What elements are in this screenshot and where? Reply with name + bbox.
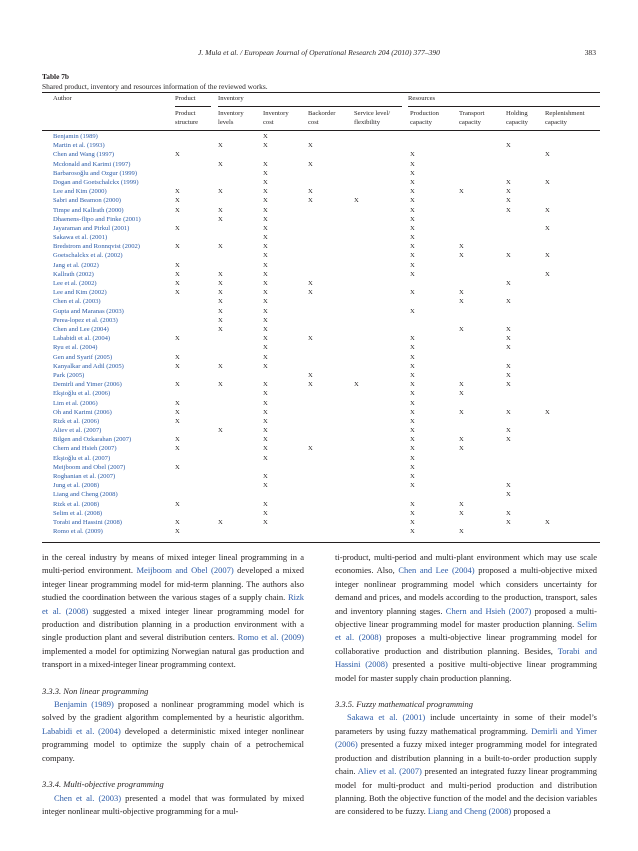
table-cell-mark: X	[410, 473, 415, 481]
table-cell-mark: X	[545, 252, 550, 260]
table-cell-mark: X	[175, 197, 180, 205]
table-cell-mark: X	[410, 178, 415, 186]
table-cell-mark: X	[175, 445, 180, 453]
author-reference-link[interactable]: Bredstrom and Ronnqvist (2002)	[53, 243, 140, 251]
author-reference-link[interactable]: Ekşioğlu et al. (2006)	[53, 390, 111, 398]
table-cell-mark: X	[459, 509, 464, 517]
table-cell-mark: X	[175, 289, 180, 297]
author-reference-link[interactable]: Martin et al. (1993)	[53, 142, 105, 150]
citation-link[interactable]: Chen and Lee (2004)	[398, 565, 475, 576]
table-cell-mark: X	[506, 325, 511, 333]
table-cell-mark: X	[506, 482, 511, 490]
table-cell-mark: X	[218, 518, 223, 526]
body-paragraph: in the cereal industry by means of mixed integer lineal programming in a multi-period environment. Meijboom and Obel (2007) developed a mixed integer linear programming model for mid-term planning. The authors also studied the coordination between the various stages of a supply chain. Rizk et al. (2008) suggested a mixed integer linear programming model for production and distribution planning in a production environment with a single production plant and several distribution centers. Romo et al. (2009) implemented a model for optimizing Norwegian natural gas production and transport in a mixed-integer linear programming context.	[42, 552, 305, 670]
author-reference-link[interactable]: Aliev et al. (2007)	[53, 427, 102, 435]
table-cell-mark: X	[545, 518, 550, 526]
table-cell-mark: X	[263, 206, 268, 214]
table-cell-mark: X	[263, 261, 268, 269]
table-cell-mark: X	[175, 463, 180, 471]
citation-link[interactable]: Romo et al. (2009)	[237, 632, 304, 643]
table-cell-mark: X	[410, 381, 415, 389]
section-heading: 3.3.4. Multi-objective programming	[42, 779, 164, 790]
table-cell-mark: X	[263, 307, 268, 315]
table-cell-mark: X	[175, 243, 180, 251]
table-cell-mark: X	[506, 371, 511, 379]
author-reference-link[interactable]: Kanyalkar and Adil (2005)	[53, 362, 124, 370]
table-cell-mark: X	[263, 224, 268, 232]
author-reference-link[interactable]: Rizk et al. (2006)	[53, 417, 100, 425]
page-number: 383	[584, 48, 596, 57]
table-cell-mark: X	[459, 408, 464, 416]
table-cell-mark: X	[506, 197, 511, 205]
author-reference-link[interactable]: Lee and Kim (2002)	[53, 289, 107, 297]
table-cell-mark: X	[175, 417, 180, 425]
author-reference-link[interactable]: Ryu et al. (2004)	[53, 344, 98, 352]
table-cell-mark: X	[263, 197, 268, 205]
table-cell-mark: X	[175, 362, 180, 370]
table-cell-mark: X	[308, 445, 313, 453]
author-reference-link[interactable]: Chen and Lee (2004)	[53, 325, 109, 333]
author-reference-link[interactable]: Jung et al. (2008)	[53, 482, 100, 490]
table-cell-mark: X	[263, 169, 268, 177]
table-cell-mark: X	[263, 500, 268, 508]
table-cell-mark: X	[263, 160, 268, 168]
table-cell-mark: X	[459, 500, 464, 508]
author-reference-link[interactable]: Dogan and Goetschalckx (1999)	[53, 178, 139, 186]
author-reference-link[interactable]: Gen and Syarif (2005)	[53, 353, 113, 361]
citation-link[interactable]: Rizk et al. (2008)	[42, 592, 304, 616]
table-cell-mark: X	[263, 417, 268, 425]
table-cell-mark: X	[410, 270, 415, 278]
table-cell-mark: X	[218, 381, 223, 389]
author-reference-link[interactable]: Goetschalckx et al. (2002)	[53, 252, 123, 260]
author-reference-link[interactable]: Romo et al. (2009)	[53, 528, 103, 536]
author-reference-link[interactable]: Torabi and Hassini (2008)	[53, 518, 122, 526]
header-inventory-group: Inventory	[218, 95, 244, 102]
table-cell-mark: X	[506, 280, 511, 288]
table-cell-mark: X	[175, 436, 180, 444]
table-cell-mark: X	[263, 436, 268, 444]
table-cell-mark: X	[545, 224, 550, 232]
table-cell-mark: X	[263, 215, 268, 223]
author-reference-link[interactable]: Perea-lopez et al. (2003)	[53, 316, 118, 324]
table-bottom-rule	[42, 542, 600, 543]
table-cell-mark: X	[263, 454, 268, 462]
table-cell-mark: X	[410, 215, 415, 223]
author-reference-link[interactable]: Chen et al. (2003)	[53, 298, 101, 306]
author-reference-link[interactable]: Jang et al. (2002)	[53, 261, 99, 269]
table-cell-mark: X	[263, 280, 268, 288]
table-cell-mark: X	[263, 518, 268, 526]
author-reference-link[interactable]: Liang and Cheng (2008)	[53, 491, 118, 499]
table-cell-mark: X	[410, 344, 415, 352]
table-cell-mark: X	[410, 399, 415, 407]
table-cell-mark: X	[545, 178, 550, 186]
table-cell-mark: X	[263, 178, 268, 186]
author-reference-link[interactable]: Oh and Karimi (2006)	[53, 408, 112, 416]
author-reference-link[interactable]: Sakawa et al. (2001)	[53, 234, 108, 242]
author-reference-link[interactable]: Rizk et al. (2008)	[53, 500, 100, 508]
table-cell-mark: X	[459, 528, 464, 536]
table-cell-mark: X	[410, 362, 415, 370]
table-cell-mark: X	[175, 408, 180, 416]
table-cell-mark: X	[263, 509, 268, 517]
table-cell-mark: X	[410, 197, 415, 205]
table-cell-mark: X	[218, 316, 223, 324]
column-header: Backorder cost	[308, 110, 336, 126]
author-reference-link[interactable]: Gupta and Maranas (2003)	[53, 307, 124, 315]
table-cell-mark: X	[308, 371, 313, 379]
table-cell-mark: X	[308, 197, 313, 205]
table-cell-mark: X	[506, 427, 511, 435]
table-cell-mark: X	[175, 261, 180, 269]
citation-link[interactable]: Selim et al. (2008)	[335, 619, 597, 643]
table-cell-mark: X	[410, 289, 415, 297]
author-reference-link[interactable]: Mcdonald and Karimi (1997)	[53, 160, 131, 168]
table-cell-mark: X	[263, 298, 268, 306]
table-cell-mark: X	[506, 178, 511, 186]
table-header-rule	[42, 130, 600, 131]
author-reference-link[interactable]: Meijboom and Obel (2007)	[53, 463, 126, 471]
table-cell-mark: X	[175, 353, 180, 361]
table-cell-mark: X	[506, 362, 511, 370]
author-reference-link[interactable]: Barbarosoğlu and Ozgur (1999)	[53, 169, 138, 177]
author-reference-link[interactable]: Benjamin (1989)	[53, 133, 98, 140]
table-cell-mark: X	[175, 224, 180, 232]
table-cell-mark: X	[218, 142, 223, 150]
table-cell-mark: X	[410, 188, 415, 196]
table-cell-mark: X	[175, 270, 180, 278]
table-cell-mark: X	[308, 335, 313, 343]
table-cell-mark: X	[459, 243, 464, 251]
column-header: Inventory levels	[218, 110, 244, 126]
author-reference-link[interactable]: Bilgen and Ozkarahan (2007)	[53, 436, 132, 444]
table-cell-mark: X	[218, 298, 223, 306]
table-cell-mark: X	[410, 234, 415, 242]
table-cell-mark: X	[410, 463, 415, 471]
table-cell-mark: X	[263, 188, 268, 196]
table-cell-mark: X	[263, 390, 268, 398]
author-reference-link[interactable]: Ekşioğlu et al. (2007)	[53, 454, 111, 462]
journal-citation: J. Mula et al. / European Journal of Operational Research 204 (2010) 377–390	[198, 48, 440, 57]
column-header: Replenishment capacity	[545, 110, 585, 126]
table-cell-mark: X	[175, 335, 180, 343]
table-cell-mark: X	[459, 390, 464, 398]
table-cell-mark: X	[506, 381, 511, 389]
column-header: Holding capacity	[506, 110, 528, 126]
header-author: Author	[53, 95, 72, 102]
author-reference-link[interactable]: Demirli and Yimer (2006)	[53, 381, 122, 389]
column-header: Transport capacity	[459, 110, 485, 126]
column-header: Inventory cost	[263, 110, 289, 126]
table-cell-mark: X	[175, 381, 180, 389]
table-cell-mark: X	[263, 325, 268, 333]
table-cell-mark: X	[410, 224, 415, 232]
table-cell-mark: X	[506, 509, 511, 517]
table-row	[42, 527, 600, 537]
table-cell-mark: X	[410, 500, 415, 508]
table-cell-mark: X	[410, 252, 415, 260]
table-cell-mark: X	[175, 399, 180, 407]
table-cell-mark: X	[410, 243, 415, 251]
table-cell-mark: X	[545, 151, 550, 159]
product-group-rule	[175, 106, 211, 107]
table-cell-mark: X	[218, 289, 223, 297]
table-cell-mark: X	[354, 197, 359, 205]
citation-link[interactable]: Aliev et al. (2007)	[357, 766, 422, 777]
table-cell-mark: X	[263, 344, 268, 352]
table-cell-mark: X	[459, 252, 464, 260]
table-cell-mark: X	[263, 473, 268, 481]
citation-link[interactable]: Liang and Cheng (2008)	[427, 806, 512, 817]
table-cell-mark: X	[218, 270, 223, 278]
section-heading: 3.3.3. Non linear programming	[42, 685, 149, 696]
citation-link[interactable]: Demirli and Yimer (2006)	[335, 725, 597, 750]
table-top-rule	[42, 92, 600, 93]
citation-link[interactable]: Sakawa et al. (2001)	[347, 712, 426, 723]
body-paragraph: ti-product, multi-period and multi-plant environment which may use scale economies. Also, Chen and Lee (2004) proposed a multi-objective mixed integer nonlinear programming model which considers uncertainty for demand and prices, and models according to the production, transport, sales and inventory planning stages. Chern and Hsieh (2007) proposed a multi-objective linear programming model for master production planning. Selim et al. (2008) proposes a multi-objective linear programming model for collaborative production and distribution planning. Besides, Torabi and Hassini (2008) presented a positive multi-objective linear programming model for master supply chain production planning.	[335, 552, 597, 683]
table-cell-mark: X	[263, 353, 268, 361]
table-cell-mark: X	[410, 169, 415, 177]
table-cell-mark: X	[263, 133, 268, 140]
table-cell-mark: X	[506, 491, 511, 499]
table-cell-mark: X	[506, 436, 511, 444]
table-cell-mark: X	[263, 252, 268, 260]
header-resources-group: Resources	[408, 95, 436, 102]
author-reference-link[interactable]: Park (2005)	[53, 371, 85, 379]
author-reference-link[interactable]: Lababidi et al. (2004)	[53, 335, 111, 343]
table-cell-mark: X	[410, 528, 415, 536]
table-cell-mark: X	[459, 289, 464, 297]
table-cell-mark: X	[263, 142, 268, 150]
body-paragraph: Sakawa et al. (2001) include uncertainty in some of their model’s parameters by using fuzzy mathematical programming. Demirli and Yimer (2006) presented a fuzzy mixed integer programming model for integrated production and distribution planning in a built-to-order production supply chain. Aliev et al. (2007) presented an integrated fuzzy linear programming model for multi-product and multi-period production and distribution planning. Both the objective function of the model and the decision variables are considered to be fuzzy. Liang and Cheng (2008) proposed a	[335, 712, 598, 817]
table-cell-mark: X	[506, 298, 511, 306]
header-product-group: Product	[175, 95, 196, 102]
column-header: Production capacity	[410, 110, 439, 126]
table-cell-mark: X	[410, 427, 415, 435]
table-cell-mark: X	[263, 399, 268, 407]
author-reference-link[interactable]: Chen and Wang (1997)	[53, 151, 115, 159]
table-cell-mark: X	[263, 362, 268, 370]
table-cell-mark: X	[263, 316, 268, 324]
citation-link[interactable]: Torabi and Hassini (2008)	[335, 645, 597, 670]
section-heading: 3.3.5. Fuzzy mathematical programming	[335, 699, 474, 710]
right-text-column	[335, 551, 597, 819]
table-cell-mark: X	[410, 307, 415, 315]
table-cell-mark: X	[506, 335, 511, 343]
table-cell-mark: X	[545, 206, 550, 214]
author-reference-link[interactable]: Roghanian et al. (2007)	[53, 473, 116, 481]
table-cell-mark: X	[506, 252, 511, 260]
table-cell-mark: X	[506, 518, 511, 526]
author-reference-link[interactable]: Lee and Kim (2000)	[53, 188, 107, 196]
table-cell-mark: X	[506, 408, 511, 416]
table-cell-mark: X	[218, 307, 223, 315]
table-cell-mark: X	[459, 298, 464, 306]
author-reference-link[interactable]: Selim et al. (2008)	[53, 509, 103, 517]
table-cell-mark: X	[545, 408, 550, 416]
table-cell-mark: X	[218, 427, 223, 435]
table-cell-mark: X	[545, 270, 550, 278]
table-cell-mark: X	[218, 215, 223, 223]
table-cell-mark: X	[263, 482, 268, 490]
table-cell-mark: X	[410, 518, 415, 526]
table-cell-mark: X	[308, 142, 313, 150]
table-title: Shared product, inventory and resources information of the reviewed works.	[42, 82, 268, 91]
table-cell-mark: X	[410, 261, 415, 269]
table-cell-mark: X	[410, 353, 415, 361]
table-cell-mark: X	[218, 243, 223, 251]
table-cell-mark: X	[410, 408, 415, 416]
table-cell-mark: X	[506, 206, 511, 214]
table-cell-mark: X	[218, 280, 223, 288]
table-cell-mark: X	[459, 445, 464, 453]
table-cell-mark: X	[459, 436, 464, 444]
table-cell-mark: X	[218, 188, 223, 196]
table-cell-mark: X	[308, 381, 313, 389]
table-cell-mark: X	[263, 381, 268, 389]
citation-link[interactable]: Chern and Hsieh (2007)	[445, 605, 532, 616]
table-cell-mark: X	[410, 335, 415, 343]
table-cell-mark: X	[354, 381, 359, 389]
table-cell-mark: X	[410, 151, 415, 159]
body-paragraph: Chen et al. (2003) presented a model that was formulated by mixed integer nonlinear multi-objective programming for a mul-	[42, 792, 304, 816]
table-cell-mark: X	[263, 445, 268, 453]
table-cell-mark: X	[263, 408, 268, 416]
table-cell-mark: X	[410, 371, 415, 379]
table-cell-mark: X	[175, 280, 180, 288]
table-cell-mark: X	[263, 335, 268, 343]
citation-link[interactable]: Meijboom and Obel (2007)	[136, 565, 234, 576]
author-reference-link[interactable]: Jayaraman and Pirkul (2001)	[53, 224, 130, 232]
table-cell-mark: X	[218, 206, 223, 214]
table-cell-mark: X	[506, 188, 511, 196]
table-cell-mark: X	[410, 509, 415, 517]
author-reference-link[interactable]: Sabri and Beamon (2000)	[53, 197, 121, 205]
table-cell-mark: X	[175, 188, 180, 196]
table-cell-mark: X	[308, 289, 313, 297]
citation-link[interactable]: Chen et al. (2003)	[54, 792, 122, 803]
table-cell-mark: X	[410, 160, 415, 168]
author-reference-link[interactable]: Dhaenens-flipo and Finke (2001)	[53, 215, 141, 223]
author-reference-link[interactable]: Kallrath (2002)	[53, 270, 94, 278]
table-cell-mark: X	[263, 243, 268, 251]
table-cell-mark: X	[410, 390, 415, 398]
table	[42, 92, 600, 543]
table-cell-mark: X	[218, 325, 223, 333]
resources-group-rule	[408, 106, 600, 107]
table-cell-mark: X	[308, 280, 313, 288]
table-cell-mark: X	[410, 436, 415, 444]
author-reference-link[interactable]: Lim et al. (2006)	[53, 399, 98, 407]
table-cell-mark: X	[175, 206, 180, 214]
table-cell-mark: X	[175, 500, 180, 508]
table-cell-mark: X	[410, 445, 415, 453]
author-reference-link[interactable]: Chern and Hsieh (2007)	[53, 445, 117, 453]
column-header: Service level/ flexibility	[354, 110, 391, 126]
table-cell-mark: X	[410, 482, 415, 490]
table-caption	[42, 72, 268, 92]
citation-link[interactable]: Benjamin (1989)	[54, 699, 114, 710]
table-cell-mark: X	[410, 206, 415, 214]
table-cell-mark: X	[175, 528, 180, 536]
body-paragraph: Benjamin (1989) proposed a nonlinear programming model which is solved by the gradient algorithm complemented by a heuristic algorithm. Lababidi et al. (2004) developed a deterministic mixed integer nonlinear programming model to optimize the supply chain of a petrochemical company.	[42, 699, 305, 763]
table-cell-mark: X	[218, 362, 223, 370]
table-cell-mark: X	[459, 188, 464, 196]
table-cell-mark: X	[459, 381, 464, 389]
table-cell-mark: X	[175, 151, 180, 159]
inventory-group-rule	[218, 106, 402, 107]
left-text-column	[42, 551, 304, 818]
running-header	[42, 48, 596, 60]
table-cell-mark: X	[175, 518, 180, 526]
table-cell-mark: X	[308, 160, 313, 168]
table-cell-mark: X	[459, 325, 464, 333]
column-header: Product structure	[175, 110, 199, 126]
table-number: Table 7b	[42, 72, 70, 81]
table-cell-mark: X	[410, 454, 415, 462]
author-reference-link[interactable]: Timpe and Kallrath (2000)	[53, 206, 124, 214]
citation-link[interactable]: Lababidi et al. (2004)	[42, 725, 121, 736]
table-cell-mark: X	[410, 417, 415, 425]
table-cell-mark: X	[308, 188, 313, 196]
table-cell-mark: X	[263, 270, 268, 278]
table-cell-mark: X	[263, 427, 268, 435]
table-cell-mark: X	[506, 142, 511, 150]
table-cell-mark: X	[506, 344, 511, 352]
table-cell-mark: X	[263, 289, 268, 297]
table-cell-mark: X	[218, 160, 223, 168]
author-reference-link[interactable]: Lee et al. (2002)	[53, 280, 97, 288]
table-cell-mark: X	[263, 234, 268, 242]
